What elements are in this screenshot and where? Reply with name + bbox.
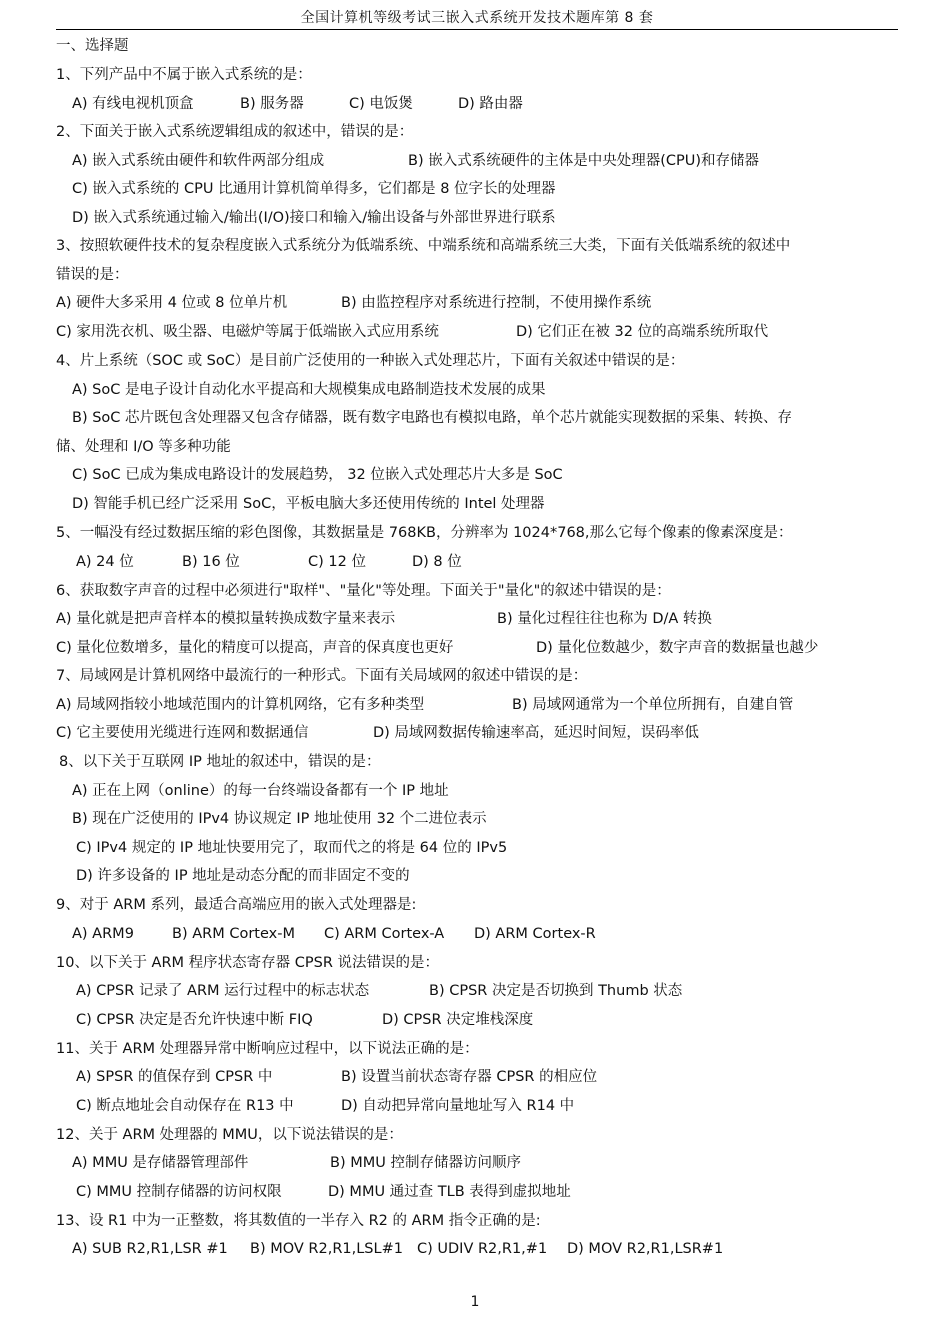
question-1-option-a: A) 有线电视机顶盒	[72, 96, 194, 112]
question-11-option-b: B) 设置当前状态寄存器 CPSR 的相应位	[341, 1069, 598, 1085]
question-6-option-b: B) 量化过程往往也称为 D/A 转换	[497, 611, 712, 627]
question-12-option-c: C) MMU 控制存储器的访问权限	[76, 1184, 282, 1200]
question-2-option-c: C) 嵌入式系统的 CPU 比通用计算机简单得多，它们都是 8 位字长的处理器	[72, 181, 556, 197]
question-4-option-c: C) SoC 已成为集成电路设计的发展趋势， 32 位嵌入式处理芯片大多是 SoC	[72, 467, 563, 483]
question-8-option-d: D) 许多设备的 IP 地址是动态分配的而非固定不变的	[76, 868, 410, 884]
question-13-option-d: D) MOV R2,R1,LSR#1	[567, 1241, 724, 1257]
question-3-option-c: C) 家用洗衣机、吸尘器、电磁炉等属于低端嵌入式应用系统	[56, 324, 439, 340]
question-10-option-d: D) CPSR 决定堆栈深度	[382, 1012, 534, 1028]
question-1-option-b: B) 服务器	[240, 96, 304, 112]
page-header: 全国计算机等级考试三嵌入式系统开发技术题库第 8 套	[300, 10, 654, 26]
question-9-stem: 9、对于 ARM 系列，最适合高端应用的嵌入式处理器是:	[56, 897, 417, 913]
question-5-stem: 5、一幅没有经过数据压缩的彩色图像，其数据量是 768KB，分辨率为 1024*768,那么它每个像素的像素深度是：	[56, 525, 793, 541]
question-2-option-d: D) 嵌入式系统通过输入/输出(I/O)接口和输入/输出设备与外部世界进行联系	[72, 210, 556, 226]
question-5-option-c: C) 12 位	[308, 554, 366, 570]
question-6-stem: 6、获取数字声音的过程中必须进行"取样"、"量化"等处理。下面关于"量化"的叙述中错误的是：	[56, 583, 671, 599]
page-number: 1	[470, 1294, 480, 1310]
question-6-option-a: A) 量化就是把声音样本的模拟量转换成数字量来表示	[56, 611, 396, 627]
question-9-option-b: B) ARM Cortex-M	[172, 926, 295, 942]
question-11-option-a: A) SPSR 的值保存到 CPSR 中	[76, 1069, 273, 1085]
header-rule	[56, 29, 898, 30]
question-10-option-b: B) CPSR 决定是否切换到 Thumb 状态	[429, 983, 683, 999]
question-9-option-d: D) ARM Cortex-R	[474, 926, 596, 942]
question-8-option-b: B) 现在广泛使用的 IPv4 协议规定 IP 地址使用 32 个二进位表示	[72, 811, 487, 827]
question-7-stem: 7、局域网是计算机网络中最流行的一种形式。下面有关局域网的叙述中错误的是：	[56, 668, 588, 684]
question-2-stem: 2、下面关于嵌入式系统逻辑组成的叙述中，错误的是：	[56, 124, 414, 140]
question-4-option-d: D) 智能手机已经广泛采用 SoC，平板电脑大多还使用传统的 Intel 处理器	[72, 496, 545, 512]
question-12-stem: 12、关于 ARM 处理器的 MMU，以下说法错误的是：	[56, 1127, 403, 1143]
question-9-option-c: C) ARM Cortex-A	[324, 926, 445, 942]
question-5-option-d: D) 8 位	[412, 554, 462, 570]
question-8-option-c: C) IPv4 规定的 IP 地址快要用完了，取而代之的将是 64 位的 IPv5	[76, 840, 508, 856]
question-13-option-a: A) SUB R2,R1,LSR #1	[72, 1241, 228, 1257]
question-6-option-d: D) 量化位数越少，数字声音的数据量也越少	[536, 640, 819, 656]
question-8-stem: 8、以下关于互联网 IP 地址的叙述中，错误的是：	[59, 754, 381, 770]
question-3-stem: 3、按照软硬件技术的复杂程度嵌入式系统分为低端系统、中端系统和高端系统三大类，下面有关低端系统的叙述中	[56, 238, 791, 254]
question-4-stem: 4、片上系统（SOC 或 SoC）是目前广泛使用的一种嵌入式处理芯片，下面有关叙述中错误的是：	[56, 353, 685, 369]
question-12-option-d: D) MMU 通过查 TLB 表得到虚拟地址	[328, 1184, 571, 1200]
question-7-option-c: C) 它主要使用光缆进行连网和数据通信	[56, 725, 309, 741]
question-1-option-d: D) 路由器	[458, 96, 523, 112]
question-2-option-a: A) 嵌入式系统由硬件和软件两部分组成	[72, 153, 325, 169]
question-12-option-a: A) MMU 是存储器管理部件	[72, 1155, 249, 1171]
question-4-option-b: B) SoC 芯片既包含处理器又包含存储器，既有数字电路也有模拟电路，单个芯片就能实现数据的采集、转换、存	[72, 410, 793, 426]
question-7-option-b: B) 局域网通常为一个单位所拥有，自建自管	[512, 697, 794, 713]
question-10-option-c: C) CPSR 决定是否允许快速中断 FIQ	[76, 1012, 313, 1028]
question-4-option-b-cont: 储、处理和 I/O 等多种功能	[56, 439, 231, 455]
question-2-option-b: B) 嵌入式系统硬件的主体是中央处理器(CPU)和存储器	[408, 153, 760, 169]
question-1-stem: 1、下列产品中不属于嵌入式系统的是：	[56, 67, 312, 83]
section-title: 一、选择题	[56, 38, 129, 54]
question-5-option-a: A) 24 位	[76, 554, 134, 570]
question-1-option-c: C) 电饭煲	[349, 96, 413, 112]
question-8-option-a: A) 正在上网（online）的每一台终端设备都有一个 IP 地址	[72, 783, 449, 799]
question-11-option-d: D) 自动把异常向量地址写入 R14 中	[341, 1098, 575, 1114]
question-3-option-b: B) 由监控程序对系统进行控制，不使用操作系统	[341, 295, 652, 311]
question-3-option-a: A) 硬件大多采用 4 位或 8 位单片机	[56, 295, 288, 311]
question-5-option-b: B) 16 位	[182, 554, 240, 570]
question-11-stem: 11、关于 ARM 处理器异常中断响应过程中，以下说法正确的是：	[56, 1041, 479, 1057]
question-13-stem: 13、设 R1 中为一正整数，将其数值的一半存入 R2 的 ARM 指令正确的是:	[56, 1213, 541, 1229]
question-11-option-c: C) 断点地址会自动保存在 R13 中	[76, 1098, 294, 1114]
question-12-option-b: B) MMU 控制存储器访问顺序	[330, 1155, 521, 1171]
question-13-option-c: C) UDIV R2,R1,#1	[417, 1241, 548, 1257]
question-3-option-d: D) 它们正在被 32 位的高端系统所取代	[516, 324, 769, 340]
question-6-option-c: C) 量化位数增多，量化的精度可以提高，声音的保真度也更好	[56, 640, 454, 656]
question-9-option-a: A) ARM9	[72, 926, 134, 942]
question-7-option-a: A) 局域网指较小地域范围内的计算机网络，它有多种类型	[56, 697, 425, 713]
question-7-option-d: D) 局域网数据传输速率高，延迟时间短，误码率低	[373, 725, 699, 741]
question-13-option-b: B) MOV R2,R1,LSL#1	[250, 1241, 403, 1257]
question-10-stem: 10、以下关于 ARM 程序状态寄存器 CPSR 说法错误的是：	[56, 955, 440, 971]
question-10-option-a: A) CPSR 记录了 ARM 运行过程中的标志状态	[76, 983, 370, 999]
question-4-option-a: A) SoC 是电子设计自动化水平提高和大规模集成电路制造技术发展的成果	[72, 382, 546, 398]
question-3-stem-cont: 错误的是：	[56, 267, 129, 283]
